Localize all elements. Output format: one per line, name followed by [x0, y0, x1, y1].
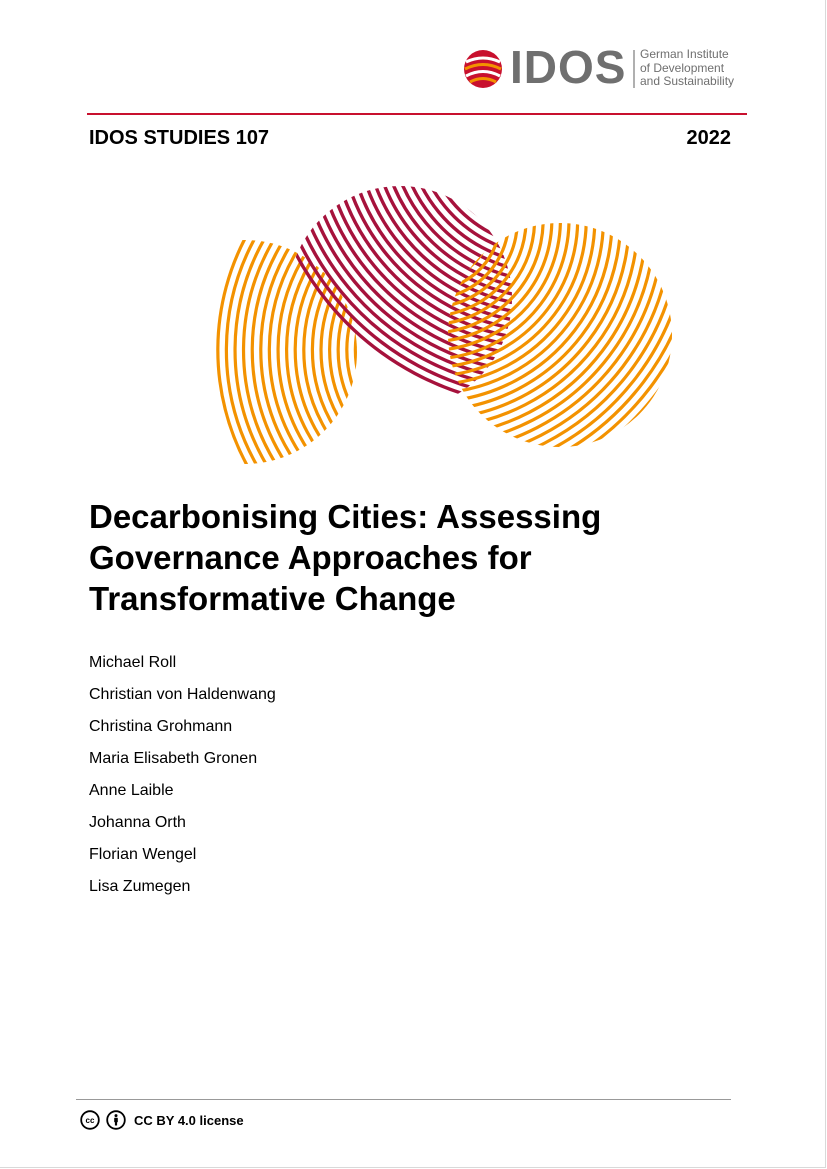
institute-name	[640, 48, 734, 89]
license-info	[80, 1109, 244, 1131]
author-name: Christina Grohmann	[89, 718, 233, 735]
header-rule	[87, 113, 747, 115]
title-line: Decarbonising Cities: Assessing	[89, 498, 602, 535]
document-title	[89, 496, 709, 619]
publication-year: 2022	[686, 127, 731, 149]
cover-illustration	[130, 180, 690, 470]
stripe	[448, 180, 537, 222]
stripe	[464, 180, 539, 205]
attribution-icon	[106, 1110, 126, 1130]
author-name: Anne Laible	[89, 782, 174, 799]
institute-line: German Institute	[640, 47, 729, 61]
cc-icon	[80, 1110, 100, 1130]
author-name: Michael Roll	[89, 654, 177, 671]
author-name: Christian von Haldenwang	[89, 686, 276, 703]
license-label: CC BY 4.0 license	[134, 1112, 244, 1128]
idos-logo-icon	[462, 48, 504, 90]
stripe	[456, 180, 538, 213]
idos-logo	[462, 41, 752, 93]
institute-line: of Development	[640, 60, 725, 75]
stripe	[235, 180, 331, 470]
stripe	[448, 180, 681, 470]
svg-text:cc: cc	[85, 1116, 95, 1126]
author-name: Lisa Zumegen	[89, 878, 191, 895]
series-label: IDOS STUDIES 107	[89, 127, 270, 149]
stripe	[481, 180, 541, 188]
author-name: Maria Elisabeth Gronen	[89, 750, 258, 767]
author-name: Florian Wengel	[89, 846, 197, 863]
institute-line: and Sustainability	[640, 74, 735, 88]
orange-circle-right	[431, 180, 690, 470]
stripe	[473, 180, 540, 197]
title-line: Governance Approaches for	[89, 539, 532, 576]
author-name: Johanna Orth	[89, 814, 186, 831]
footer-rule	[76, 1099, 731, 1100]
author-list	[89, 652, 276, 908]
stripe	[364, 271, 405, 427]
logo-wordmark: IDOS	[510, 41, 627, 93]
logo-separator	[633, 50, 635, 88]
title-line: Transformative Change	[89, 580, 456, 617]
